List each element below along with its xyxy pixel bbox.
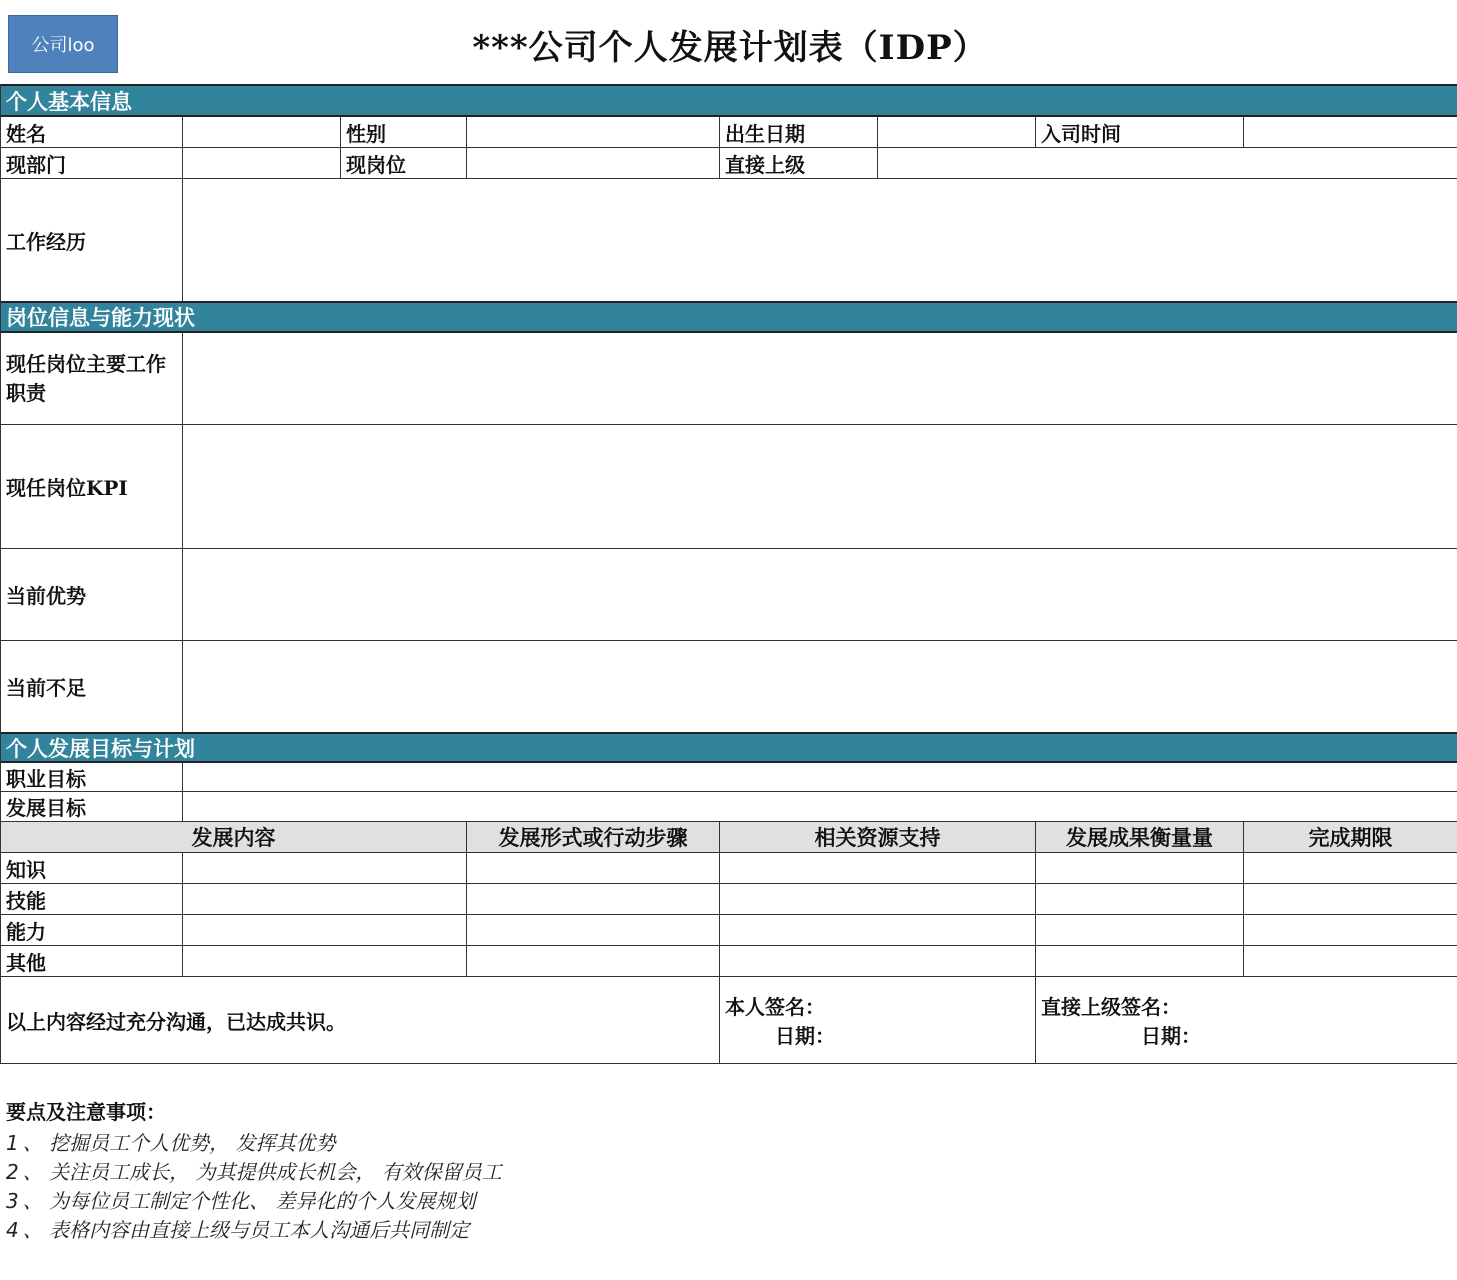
input-dept[interactable] [183, 148, 341, 179]
supervisor-date-label: 日期： [1141, 1024, 1201, 1048]
note-number: 2 [6, 1160, 19, 1184]
table-cell[interactable] [1036, 884, 1244, 915]
col-header-deadline: 完成期限 [1244, 822, 1457, 853]
row-label-ability: 能力 [1, 915, 183, 946]
note-item [6, 1129, 502, 1158]
label-kpi: 现任岗位KPI [1, 425, 183, 549]
col-header-measure: 发展成果衡量量 [1036, 822, 1244, 853]
label-name: 姓名 [1, 117, 183, 148]
row-label-skills: 技能 [1, 884, 183, 915]
note-text: 、 为每位员工制定个性化、 差异化的个人发展规划 [22, 1189, 476, 1213]
row-label-knowledge: 知识 [1, 853, 183, 884]
label-gender: 性别 [341, 117, 467, 148]
table-cell[interactable] [1036, 946, 1244, 977]
supervisor-sign-label: 直接上级签名： [1041, 995, 1181, 1019]
table-cell[interactable] [183, 946, 467, 977]
label-strengths: 当前优势 [1, 549, 183, 641]
note-text: 、 挖掘员工个人优势， 发挥其优势 [22, 1131, 336, 1155]
section-title: 个人发展目标与计划 [6, 735, 195, 761]
input-join[interactable] [1244, 117, 1457, 148]
table-cell[interactable] [467, 915, 720, 946]
label-experience: 工作经历 [1, 179, 183, 302]
page-title: ***公司个人发展计划表（IDP） [472, 28, 988, 68]
table-cell[interactable] [467, 884, 720, 915]
table-cell[interactable] [183, 853, 467, 884]
input-experience[interactable] [183, 179, 1457, 302]
label-post: 现岗位 [341, 148, 467, 179]
notes-section [6, 1096, 502, 1245]
table-cell[interactable] [183, 884, 467, 915]
label-join: 入司时间 [1036, 117, 1244, 148]
note-item [6, 1187, 502, 1216]
input-post[interactable] [467, 148, 720, 179]
table-cell[interactable] [1244, 946, 1457, 977]
self-date-label: 日期： [775, 1024, 835, 1048]
input-gender[interactable] [467, 117, 720, 148]
table-cell[interactable] [1036, 853, 1244, 884]
row-label-other: 其他 [1, 946, 183, 977]
note-text: 、 表格内容由直接上级与员工本人沟通后共同制定 [22, 1218, 470, 1242]
input-career-goal[interactable] [183, 763, 1457, 792]
table-cell[interactable] [720, 946, 1036, 977]
note-number: 4 [6, 1218, 19, 1242]
supervisor-signature-block[interactable] [1036, 977, 1457, 1064]
self-sign-label: 本人签名： [725, 995, 825, 1019]
idp-form [0, 84, 1457, 1064]
table-cell[interactable] [183, 915, 467, 946]
table-cell[interactable] [467, 853, 720, 884]
section-title: 岗位信息与能力现状 [6, 305, 195, 330]
section-dev-plan [1, 732, 1457, 763]
input-dev-goal[interactable] [183, 792, 1457, 822]
table-cell[interactable] [720, 915, 1036, 946]
note-item [6, 1158, 502, 1187]
section-position-info [1, 301, 1457, 333]
col-header-content: 发展内容 [1, 822, 467, 853]
input-strengths[interactable] [183, 549, 1457, 641]
section-title: 个人基本信息 [6, 88, 132, 114]
col-header-resources: 相关资源支持 [720, 822, 1036, 853]
table-cell[interactable] [720, 853, 1036, 884]
label-career-goal: 职业目标 [1, 763, 183, 792]
self-signature-block[interactable] [720, 977, 1036, 1064]
notes-title: 要点及注意事项： [6, 1100, 166, 1124]
input-name[interactable] [183, 117, 341, 148]
table-cell[interactable] [1244, 915, 1457, 946]
company-logo: 公司loo [8, 15, 118, 73]
input-weaknesses[interactable] [183, 641, 1457, 733]
note-text: 、 关注员工成长， 为其提供成长机会， 有效保留员工 [22, 1160, 502, 1184]
table-cell[interactable] [1244, 853, 1457, 884]
note-number: 1 [6, 1131, 19, 1155]
table-cell[interactable] [1244, 884, 1457, 915]
note-number: 3 [6, 1189, 19, 1213]
label-supervisor: 直接上级 [720, 148, 878, 179]
consensus-statement: 以上内容经过充分沟通，已达成共识。 [1, 977, 720, 1064]
label-duties: 现任岗位主要工作职责 [1, 333, 183, 425]
table-cell[interactable] [467, 946, 720, 977]
input-birth[interactable] [878, 117, 1036, 148]
table-cell[interactable] [720, 884, 1036, 915]
col-header-action: 发展形式或行动步骤 [467, 822, 720, 853]
input-supervisor[interactable] [878, 148, 1457, 179]
table-cell[interactable] [1036, 915, 1244, 946]
input-duties[interactable] [183, 333, 1457, 425]
label-dev-goal: 发展目标 [1, 792, 183, 822]
section-basic-info [1, 84, 1457, 117]
label-weaknesses: 当前不足 [1, 641, 183, 733]
note-item [6, 1216, 502, 1245]
input-kpi[interactable] [183, 425, 1457, 549]
label-birth: 出生日期 [720, 117, 878, 148]
label-dept: 现部门 [1, 148, 183, 179]
